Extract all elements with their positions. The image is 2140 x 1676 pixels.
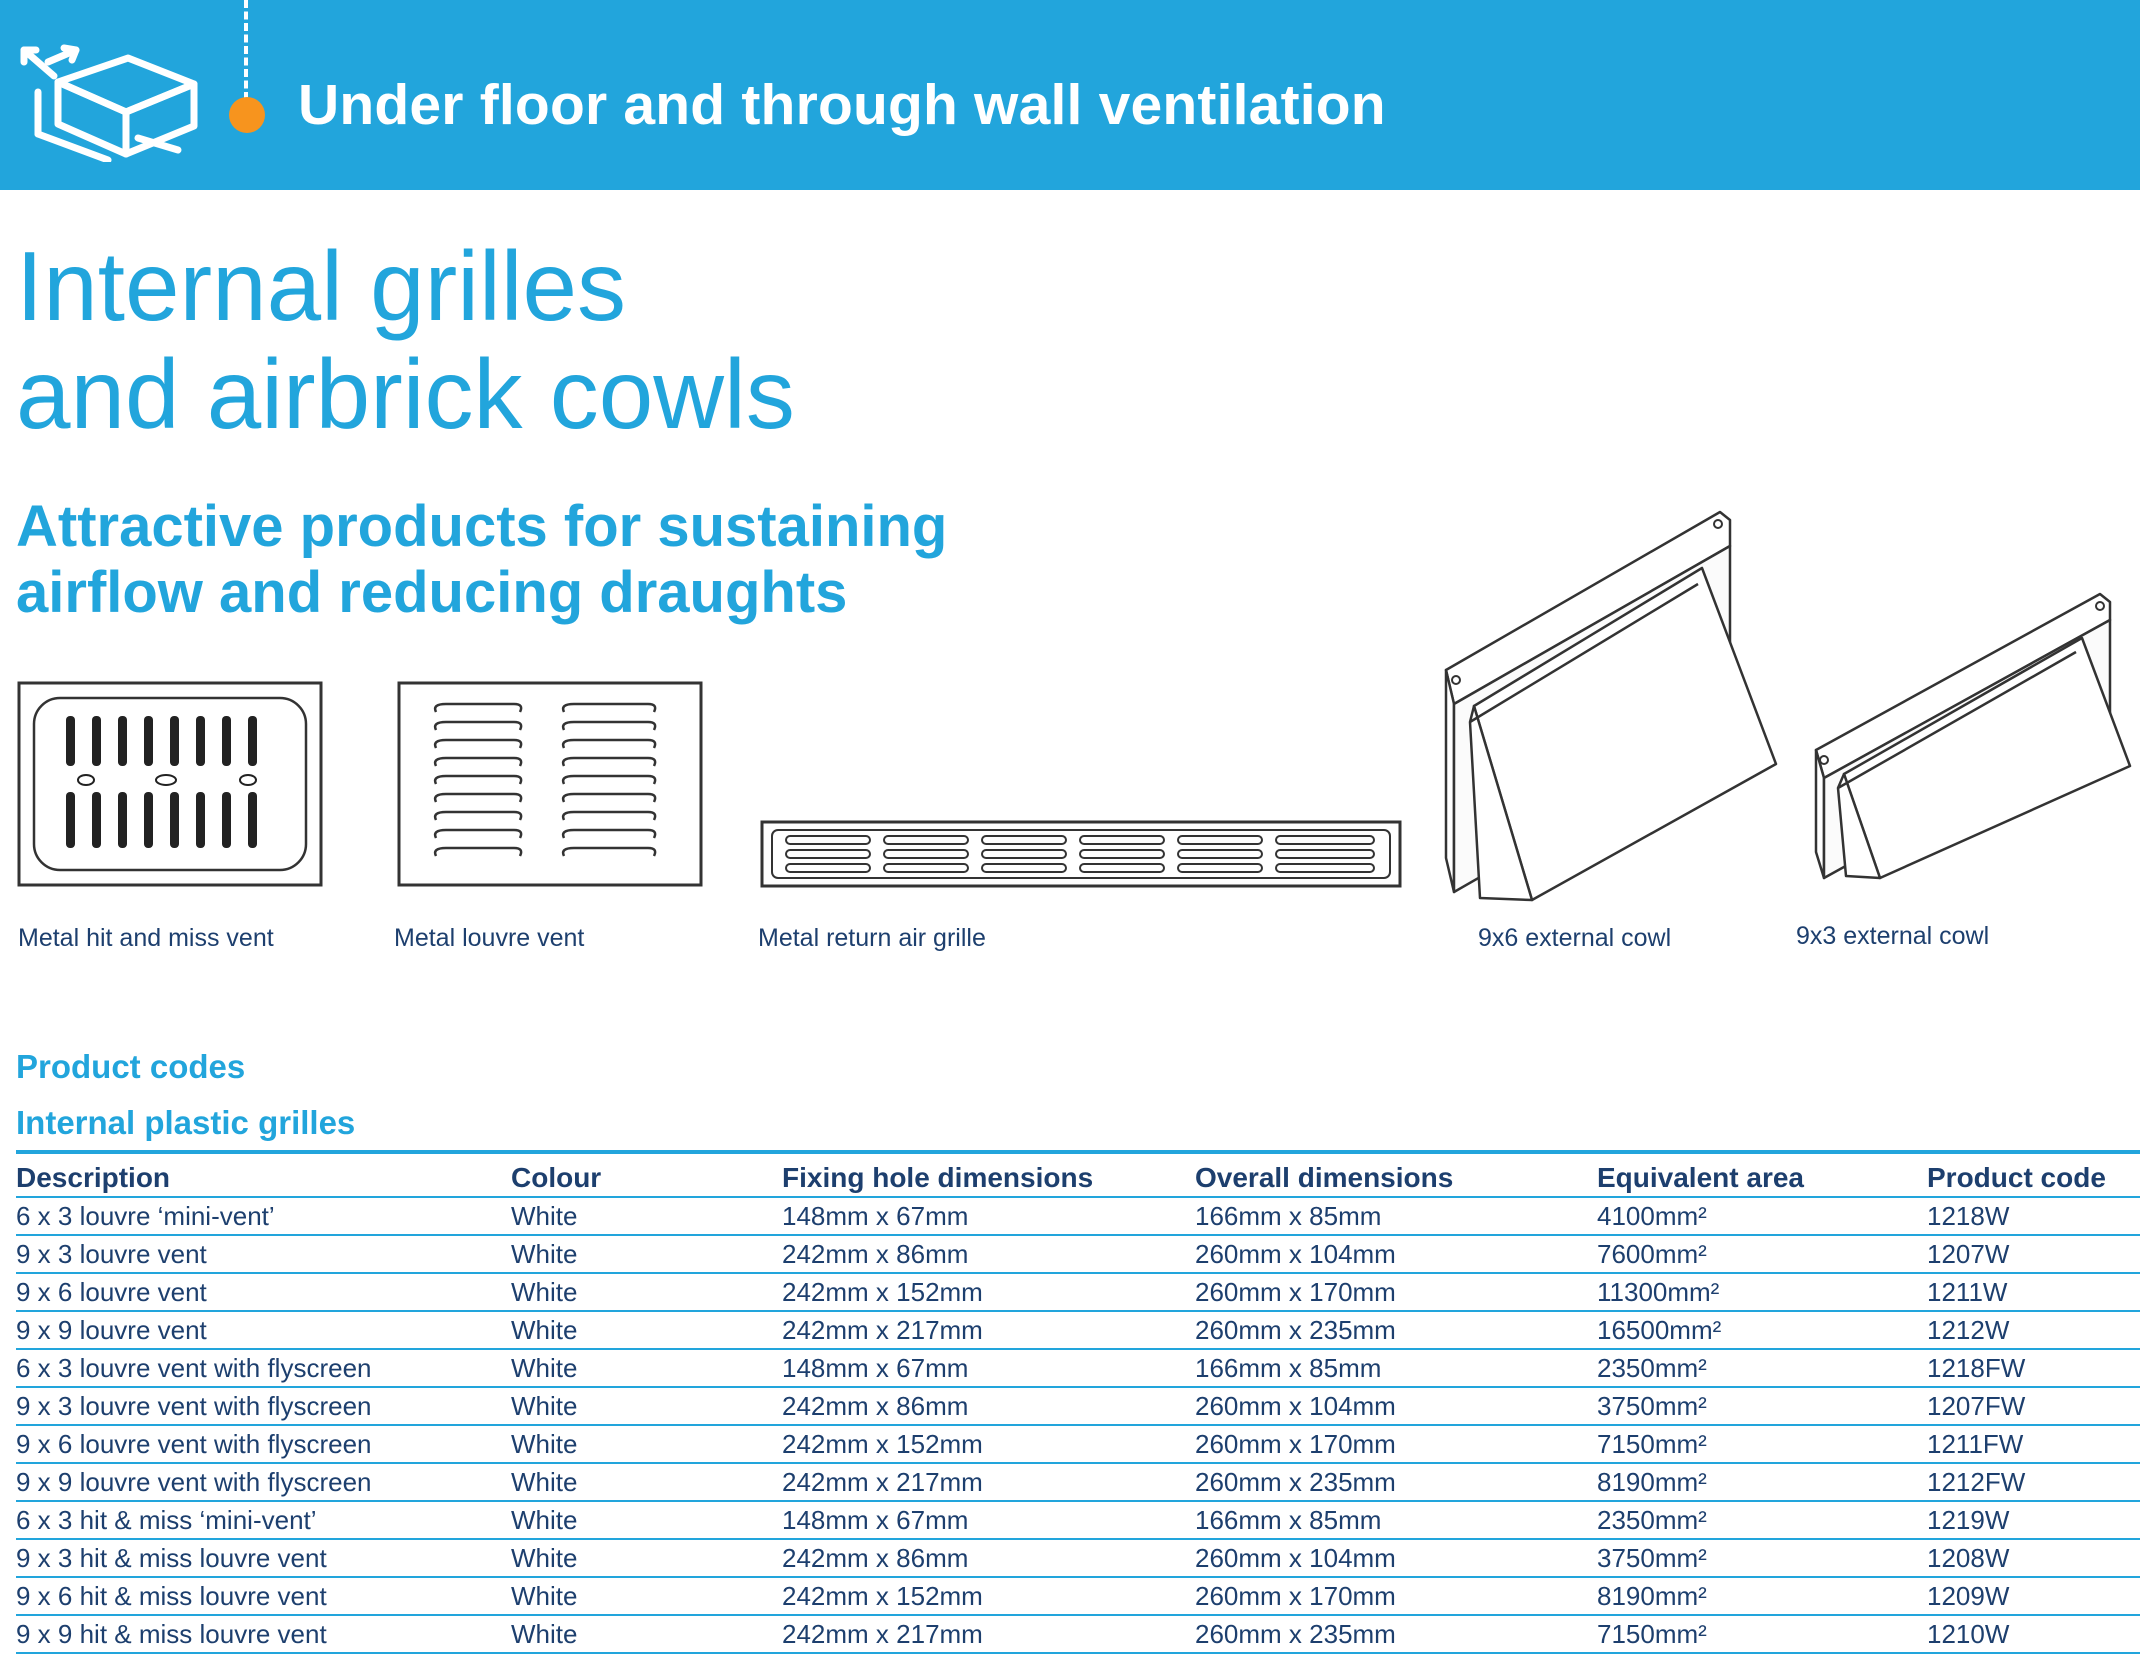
cowl-9x3-image xyxy=(1810,590,2136,880)
cell-overall: 260mm x 104mm xyxy=(1195,1235,1597,1273)
cell-overall: 260mm x 235mm xyxy=(1195,1463,1597,1501)
cell-overall: 166mm x 85mm xyxy=(1195,1197,1597,1235)
table-row xyxy=(16,1539,2140,1577)
cell-product-code: 1211W xyxy=(1927,1273,2140,1311)
cell-description: 6 x 3 hit & miss ‘mini-vent’ xyxy=(16,1501,511,1539)
cell-equivalent-area: 2350mm² xyxy=(1597,1349,1927,1387)
table-row xyxy=(16,1311,2140,1349)
cell-overall: 260mm x 104mm xyxy=(1195,1539,1597,1577)
section-heading-internal-plastic-grilles: Internal plastic grilles xyxy=(16,1104,356,1141)
cell-fixing-hole: 242mm x 86mm xyxy=(782,1235,1195,1273)
cell-overall: 260mm x 235mm xyxy=(1195,1615,1597,1653)
product-caption: Metal hit and miss vent xyxy=(18,924,274,952)
table-row xyxy=(16,1273,2140,1311)
cell-product-code: 1207FW xyxy=(1927,1387,2140,1425)
cell-colour: White xyxy=(511,1311,782,1349)
cell-product-code: 1207W xyxy=(1927,1235,2140,1273)
cell-description: 9 x 3 hit & miss louvre vent xyxy=(16,1539,511,1577)
cell-product-code: 1212W xyxy=(1927,1311,2140,1349)
cell-description: 9 x 3 louvre vent xyxy=(16,1235,511,1273)
cell-equivalent-area: 4100mm² xyxy=(1597,1197,1927,1235)
cell-fixing-hole: 242mm x 217mm xyxy=(782,1615,1195,1653)
cell-colour: White xyxy=(511,1501,782,1539)
column-header-fixing-hole: Fixing hole dimensions xyxy=(782,1152,1195,1197)
table-row xyxy=(16,1425,2140,1463)
column-header-description: Description xyxy=(16,1152,511,1197)
table-row xyxy=(16,1349,2140,1387)
page-title xyxy=(16,232,795,448)
cell-equivalent-area: 11300mm² xyxy=(1597,1273,1927,1311)
header-orange-dot xyxy=(229,97,265,133)
table-row xyxy=(16,1577,2140,1615)
cell-fixing-hole: 148mm x 67mm xyxy=(782,1349,1195,1387)
cell-fixing-hole: 242mm x 152mm xyxy=(782,1577,1195,1615)
cell-colour: White xyxy=(511,1539,782,1577)
product-caption: 9x3 external cowl xyxy=(1796,922,1990,950)
table-row xyxy=(16,1197,2140,1235)
cell-description: 9 x 6 louvre vent with flyscreen xyxy=(16,1425,511,1463)
cell-product-code: 1219W xyxy=(1927,1501,2140,1539)
cell-description: 9 x 3 louvre vent with flyscreen xyxy=(16,1387,511,1425)
column-header-product-code: Product code xyxy=(1927,1152,2140,1197)
table-row xyxy=(16,1463,2140,1501)
cell-equivalent-area: 3750mm² xyxy=(1597,1539,1927,1577)
cowl-9x6-image xyxy=(1440,508,1790,908)
column-header-equivalent-area: Equivalent area xyxy=(1597,1152,1927,1197)
cell-overall: 166mm x 85mm xyxy=(1195,1349,1597,1387)
cell-description: 9 x 9 louvre vent with flyscreen xyxy=(16,1463,511,1501)
table-row xyxy=(16,1387,2140,1425)
header-dashed-line xyxy=(244,0,248,100)
cell-description: 9 x 6 hit & miss louvre vent xyxy=(16,1577,511,1615)
cell-colour: White xyxy=(511,1425,782,1463)
product-codes-table xyxy=(16,1150,2140,1654)
cell-product-code: 1212FW xyxy=(1927,1463,2140,1501)
hit-and-miss-vent-image xyxy=(16,680,324,888)
cell-equivalent-area: 2350mm² xyxy=(1597,1501,1927,1539)
table-row xyxy=(16,1501,2140,1539)
column-header-overall: Overall dimensions xyxy=(1195,1152,1597,1197)
cell-equivalent-area: 7150mm² xyxy=(1597,1425,1927,1463)
cell-overall: 260mm x 235mm xyxy=(1195,1311,1597,1349)
cell-product-code: 1210W xyxy=(1927,1615,2140,1653)
cell-colour: White xyxy=(511,1387,782,1425)
page-subtitle-line-1: Attractive products for sustaining xyxy=(16,494,948,559)
cell-equivalent-area: 7600mm² xyxy=(1597,1235,1927,1273)
cell-fixing-hole: 242mm x 217mm xyxy=(782,1311,1195,1349)
cell-colour: White xyxy=(511,1615,782,1653)
cell-fixing-hole: 148mm x 67mm xyxy=(782,1197,1195,1235)
table-row xyxy=(16,1235,2140,1273)
section-heading-product-codes: Product codes xyxy=(16,1048,246,1085)
cell-colour: White xyxy=(511,1197,782,1235)
cell-product-code: 1218W xyxy=(1927,1197,2140,1235)
page-title-line-1: Internal grilles xyxy=(16,231,627,341)
cell-colour: White xyxy=(511,1273,782,1311)
table-header-row xyxy=(16,1152,2140,1197)
column-header-colour: Colour xyxy=(511,1152,782,1197)
cell-colour: White xyxy=(511,1349,782,1387)
page-subtitle xyxy=(16,494,947,626)
cell-equivalent-area: 3750mm² xyxy=(1597,1387,1927,1425)
product-caption: 9x6 external cowl xyxy=(1478,924,1672,952)
cell-product-code: 1211FW xyxy=(1927,1425,2140,1463)
page-title-line-2: and airbrick cowls xyxy=(16,339,795,449)
cell-description: 9 x 6 louvre vent xyxy=(16,1273,511,1311)
cell-equivalent-area: 8190mm² xyxy=(1597,1577,1927,1615)
product-caption: Metal louvre vent xyxy=(394,924,585,952)
cell-product-code: 1208W xyxy=(1927,1539,2140,1577)
cell-overall: 166mm x 85mm xyxy=(1195,1501,1597,1539)
cell-equivalent-area: 7150mm² xyxy=(1597,1615,1927,1653)
cell-description: 9 x 9 hit & miss louvre vent xyxy=(16,1615,511,1653)
return-air-grille-image xyxy=(760,820,1402,888)
cell-colour: White xyxy=(511,1463,782,1501)
cell-overall: 260mm x 104mm xyxy=(1195,1387,1597,1425)
product-caption: Metal return air grille xyxy=(758,924,986,952)
cell-equivalent-area: 16500mm² xyxy=(1597,1311,1927,1349)
ventilation-box-icon xyxy=(18,42,202,162)
cell-fixing-hole: 242mm x 217mm xyxy=(782,1463,1195,1501)
cell-colour: White xyxy=(511,1577,782,1615)
louvre-vent-image xyxy=(396,680,704,888)
cell-colour: White xyxy=(511,1235,782,1273)
cell-description: 6 x 3 louvre vent with flyscreen xyxy=(16,1349,511,1387)
cell-overall: 260mm x 170mm xyxy=(1195,1425,1597,1463)
table-row xyxy=(16,1615,2140,1653)
cell-description: 6 x 3 louvre ‘mini-vent’ xyxy=(16,1197,511,1235)
cell-overall: 260mm x 170mm xyxy=(1195,1273,1597,1311)
cell-fixing-hole: 148mm x 67mm xyxy=(782,1501,1195,1539)
header-banner xyxy=(0,0,2140,190)
cell-fixing-hole: 242mm x 86mm xyxy=(782,1387,1195,1425)
cell-overall: 260mm x 170mm xyxy=(1195,1577,1597,1615)
cell-fixing-hole: 242mm x 152mm xyxy=(782,1273,1195,1311)
cell-fixing-hole: 242mm x 152mm xyxy=(782,1425,1195,1463)
header-title: Under floor and through wall ventilation xyxy=(298,73,1386,137)
cell-product-code: 1209W xyxy=(1927,1577,2140,1615)
cell-description: 9 x 9 louvre vent xyxy=(16,1311,511,1349)
cell-product-code: 1218FW xyxy=(1927,1349,2140,1387)
cell-equivalent-area: 8190mm² xyxy=(1597,1463,1927,1501)
page-subtitle-line-2: airflow and reducing draughts xyxy=(16,560,848,625)
cell-fixing-hole: 242mm x 86mm xyxy=(782,1539,1195,1577)
